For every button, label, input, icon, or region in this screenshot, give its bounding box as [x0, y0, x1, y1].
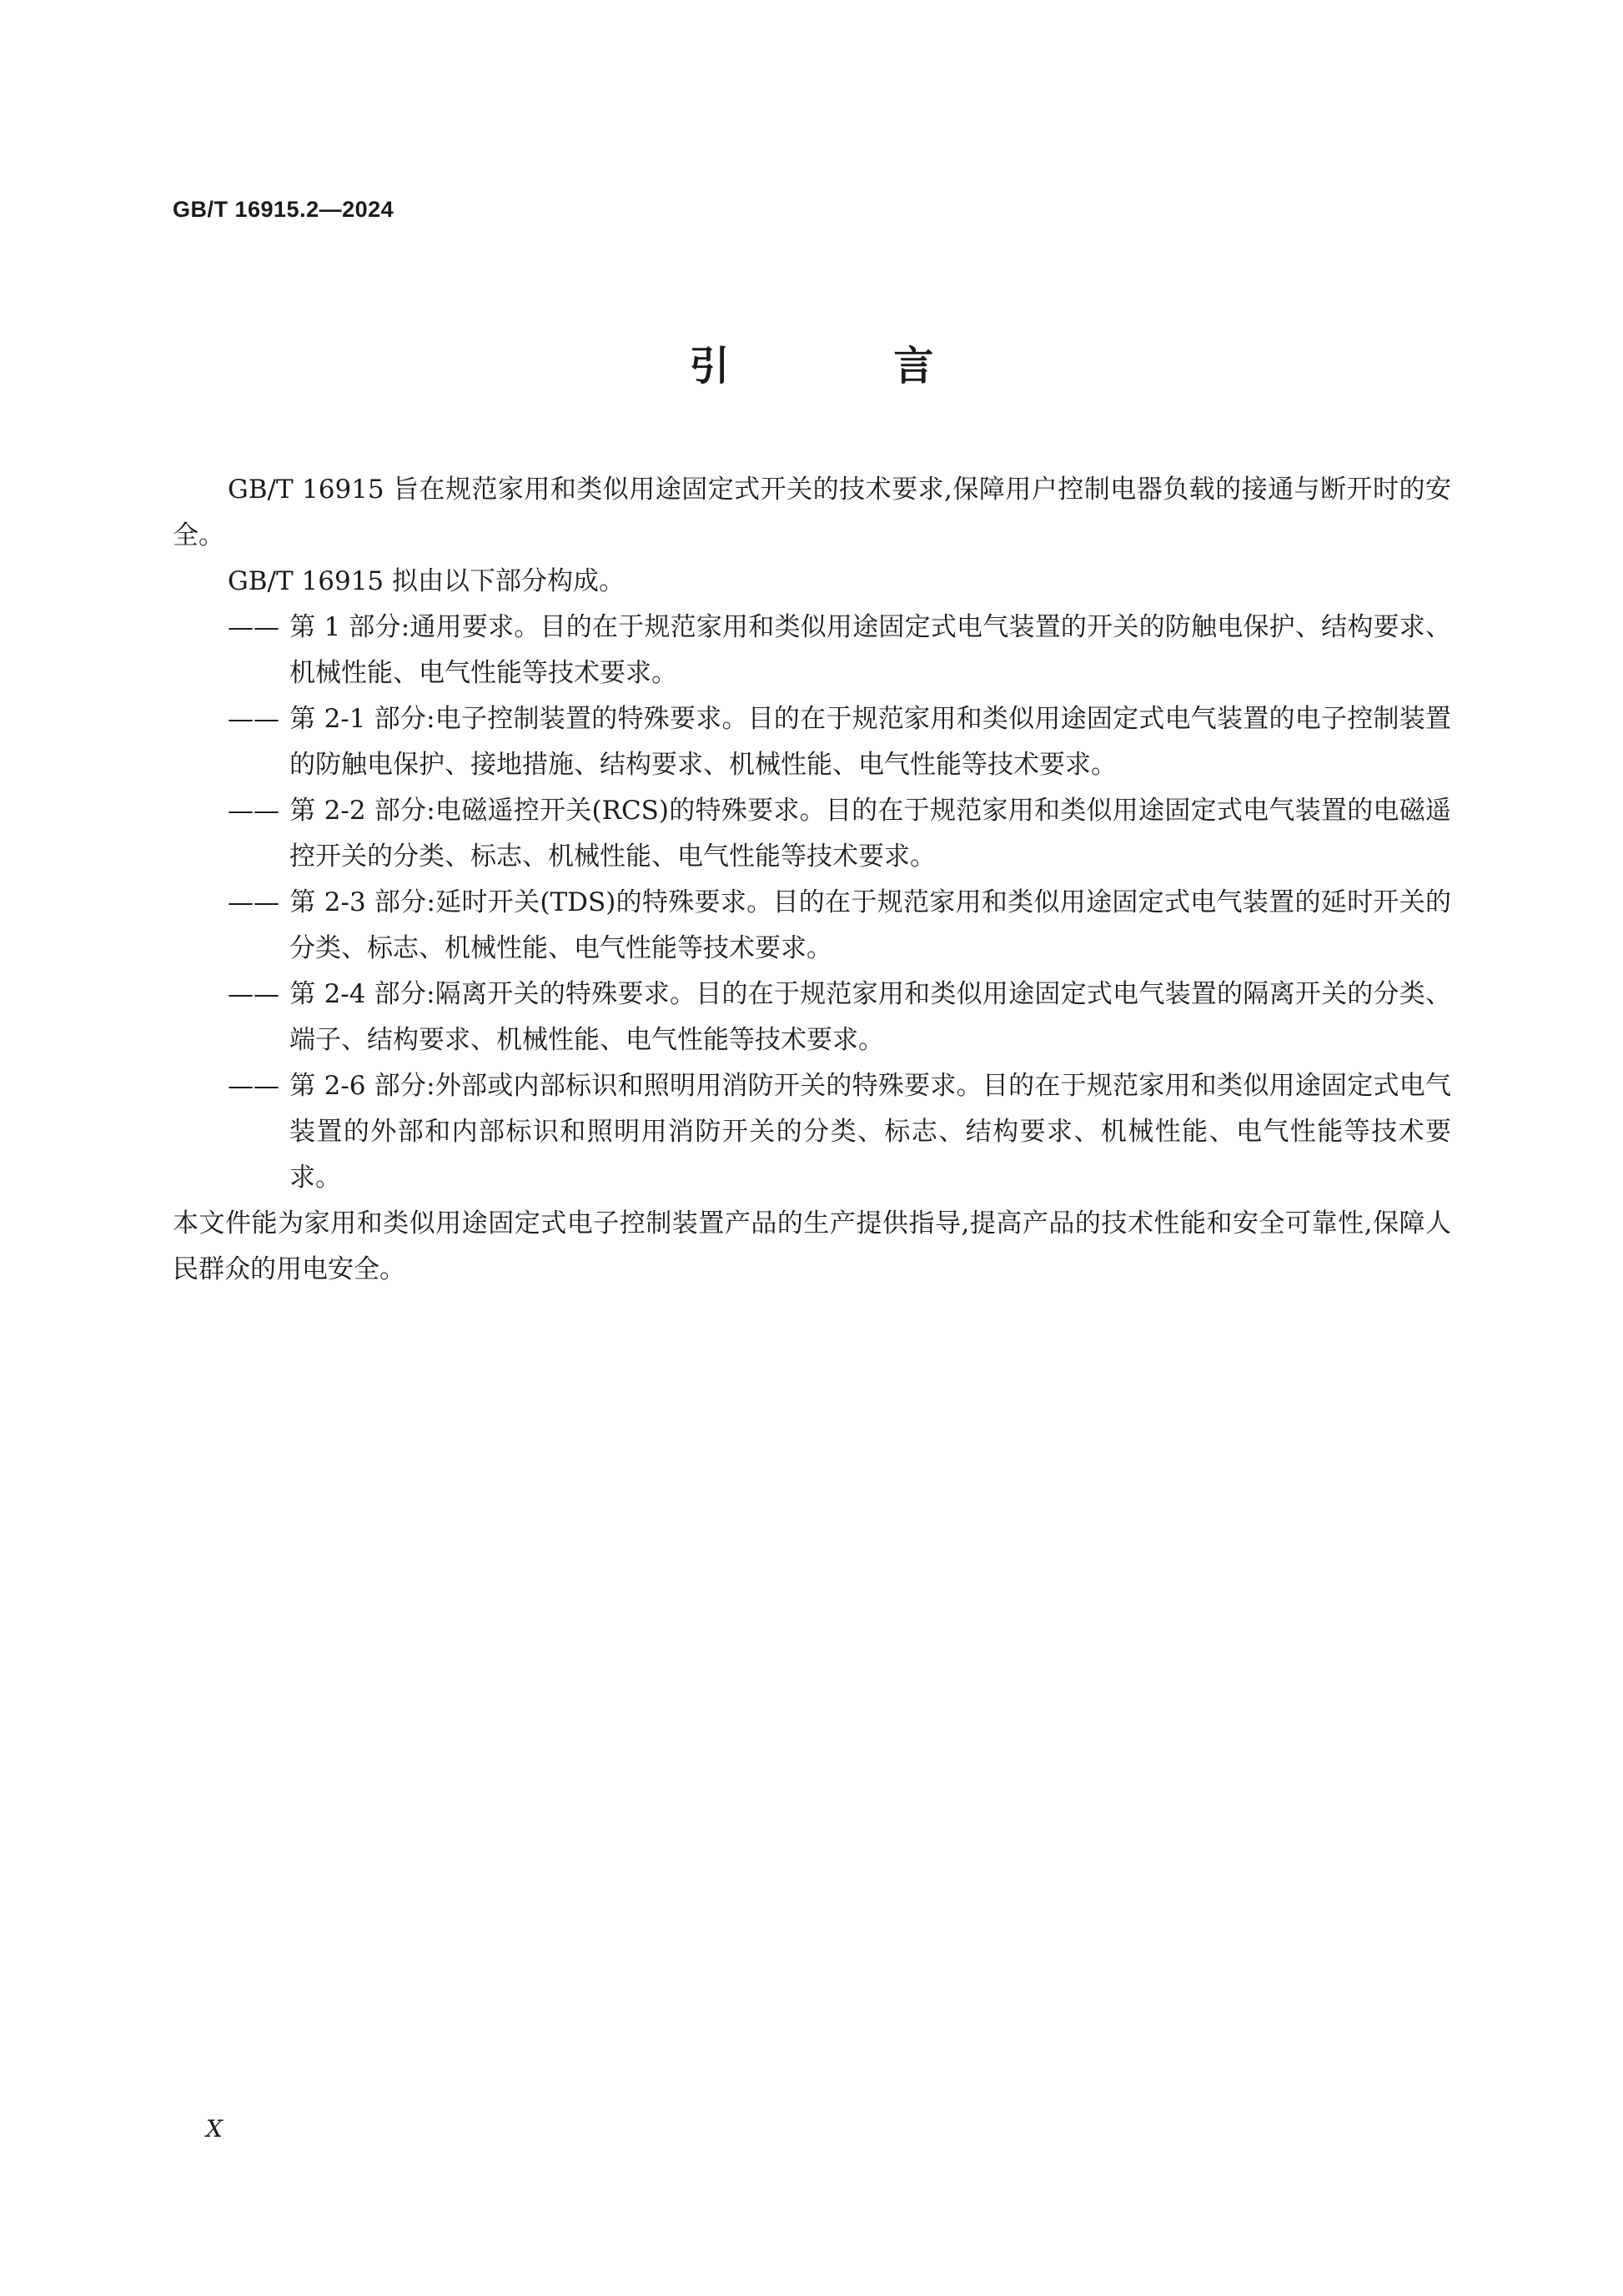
section-title: 引 言 — [689, 343, 1009, 389]
standard-code: GB/T 16915.2—2024 — [173, 197, 394, 222]
parts-lead-paragraph: GB/T 16915 拟由以下部分构成。 — [228, 566, 625, 596]
list-dash: —— — [228, 887, 279, 917]
list-item-text: 第 2-4 部分:隔离开关的特殊要求。目的在于规范家用和类似用途固定式电气装置的隔离开关的分类、端子、结构要求、机械性能、电气性能等技术要求。 — [289, 979, 1451, 1055]
list-dash: —— — [228, 796, 279, 826]
list-dash: —— — [228, 979, 279, 1009]
list-item — [173, 788, 1451, 880]
list-item — [173, 880, 1451, 972]
introduction-body — [173, 467, 1451, 1293]
list-item-text: 第 2-6 部分:外部或内部标识和照明用消防开关的特殊要求。目的在于规范家用和类似用途固定式电气装置的外部和内部标识和照明用消防开关的分类、标志、结构要求、机械性能、电气性能等技术要求。 — [289, 1071, 1451, 1193]
list-dash: —— — [228, 1071, 279, 1101]
list-item — [173, 696, 1451, 788]
closing-paragraph: 本文件能为家用和类似用途固定式电子控制装置产品的生产提供指导,提高产品的技术性能和安全可靠性,保障人民群众的用电安全。 — [173, 1208, 1451, 1284]
list-item-text: 第 1 部分:通用要求。目的在于规范家用和类似用途固定式电气装置的开关的防触电保护、结构要求、机械性能、电气性能等技术要求。 — [289, 612, 1451, 688]
list-item — [173, 605, 1451, 696]
list-item-text: 第 2-1 部分:电子控制装置的特殊要求。目的在于规范家用和类似用途固定式电气装置的电子控制装置的防触电保护、接地措施、结构要求、机械性能、电气性能等技术要求。 — [289, 704, 1451, 780]
list-dash: —— — [228, 704, 279, 734]
list-dash: —— — [228, 612, 279, 642]
parts-list — [173, 605, 1451, 1201]
list-item — [173, 972, 1451, 1063]
list-item-text: 第 2-3 部分:延时开关(TDS)的特殊要求。目的在于规范家用和类似用途固定式电气装置的延时开关的分类、标志、机械性能、电气性能等技术要求。 — [289, 887, 1451, 963]
page-number: X — [206, 2115, 223, 2143]
list-item-text: 第 2-2 部分:电磁遥控开关(RCS)的特殊要求。目的在于规范家用和类似用途固定式电气装置的电磁遥控开关的分类、标志、机械性能、电气性能等技术要求。 — [289, 796, 1451, 872]
intro-paragraph: GB/T 16915 旨在规范家用和类似用途固定式开关的技术要求,保障用户控制电器负载的接通与断开时的安全。 — [173, 475, 1451, 550]
list-item — [173, 1063, 1451, 1201]
